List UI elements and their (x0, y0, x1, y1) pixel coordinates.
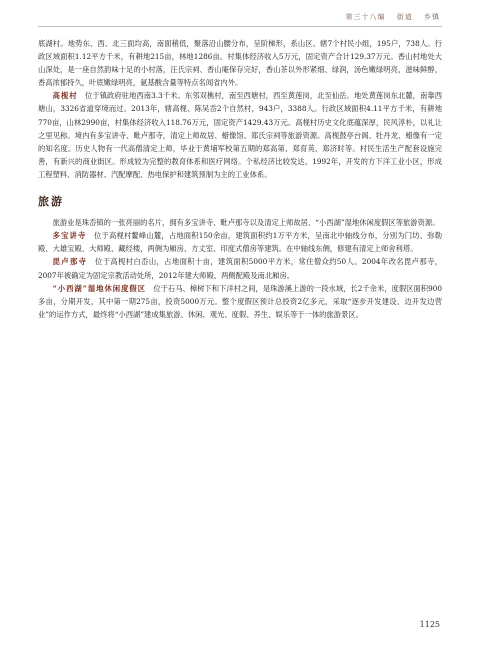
page-body (38, 37, 442, 321)
header-chapter: 第三十八编 (345, 13, 386, 21)
entry-term: 高枧村 (52, 91, 78, 101)
header-section: 街道 (396, 13, 413, 21)
running-header (338, 12, 440, 22)
entry-term: 毘卢那寺 (52, 257, 88, 267)
paragraph-gaojian-village: 高枧村 位于镇政府驻地西南3.3千米。东邻双樵村，南至西塘村，西至黄莲岗，北至仙岳。地处黄莲岗东北麓，南靠西塘山，3326省道穿境而过。2013年，辖高枧、陈吴岙2个自然村，943户，3388人。行政区域面积4.11平方千米，有耕地770亩，山林2990亩，村集体经济收入118.76万元，固定资产1429.43万元。高枧村历史文化底蕴深厚，民风淳朴，以礼让之里见称。境内有多宝讲寺、毗卢那寺，清定上师故居、蜡像馆、郑氏宗祠等旅游资源。高枧鼓亭台阁、牡丹龙、蜡像有一定的知名度。历史人物有一代高僧清定上师，毕业于黄埔军校第五期的郑高第、郑育英、郑济时等。村民生活生产配套设施完善，有新兴的商业街区。形成较为完整的教育体系和医疗网络。个私经济比较发达，1992年，开发的方下洋工业小区，形成工程塑料、消防器材、汽配摩配、热电保护和建筑预制为主的工业体系。 (38, 91, 443, 179)
paragraph-continued: 底湖村。地势东、西、北三面均高，南面稍低，聚落沿山腰分布，呈阶梯形，系山区。辖7个村民小组，195户，738人。行政区域面积1.12平方千米，有耕地215亩，林地1286亩。村集体经济收入5万元，固定资产合计129.37万元。香山村地处大山深处，是一座自然韵味十足的小村落，汪氏宗祠、香山庵保存完好，香山茶以外形紧细、绿润，汤色嫩绿明亮，滋味鲜醇，香高浓郁持久，叶底嫩绿明亮，氨基酸含量等特点名闻省内外。 (38, 39, 442, 88)
section-title: 旅游 (38, 195, 64, 209)
paragraph-piluna-temple: 毘卢那寺 位于高枧村白岙山，占地面积十亩，建筑面积5000平方米，常住僧众约50人。2004年改名毘卢那寺，2007年被确定为固定宗教活动处所，2012年建大师殿、两侧配殿及南北厢房。 (38, 257, 442, 280)
header-subsection: 乡镇 (424, 13, 440, 21)
page-number: 1125 (419, 620, 440, 629)
paragraph-tourism-intro: 旅游业是珠岙镇的一张亮丽的名片，拥有多宝讲寺、毗卢那寺以及清定上师故居、“小西湖”湿地休闲度假区等旅游资源。 (52, 218, 440, 228)
entry-term: 多宝讲寺 (52, 231, 87, 241)
header-rule (38, 26, 442, 27)
paragraph-xiaoxihu-resort: “小西湖”湿地休闲度假区 位于石马、樟树下和下洋村之间，是珠游溪上游的一段水域，长2千余米，度假区面积900多亩，分期开发，其中第一期275亩，投资5000万元。整个度假区预计总投资2亿多元，采取“逐步开发建设、边开发边营业”的运作方式，最终将“小西湖”建成集旅游、休闲、观光、度假、养生、娱乐等于一体的旅游景区。 (38, 283, 442, 319)
paragraph-duobao-temple: 多宝讲寺 位于高枧村鳌峰山麓，占地面积150余亩，建筑面积约1万平方米，呈南北中轴线分布，分别为门坊、弥勒殿、大雄宝殿、大师殿、藏经楼，两侧为厢房、方丈室、印度式僧房等建筑。在中轴线东侧，修建有清定上师舍利塔。 (38, 231, 442, 254)
entry-term: “小西湖”湿地休闲度假区 (52, 283, 146, 293)
